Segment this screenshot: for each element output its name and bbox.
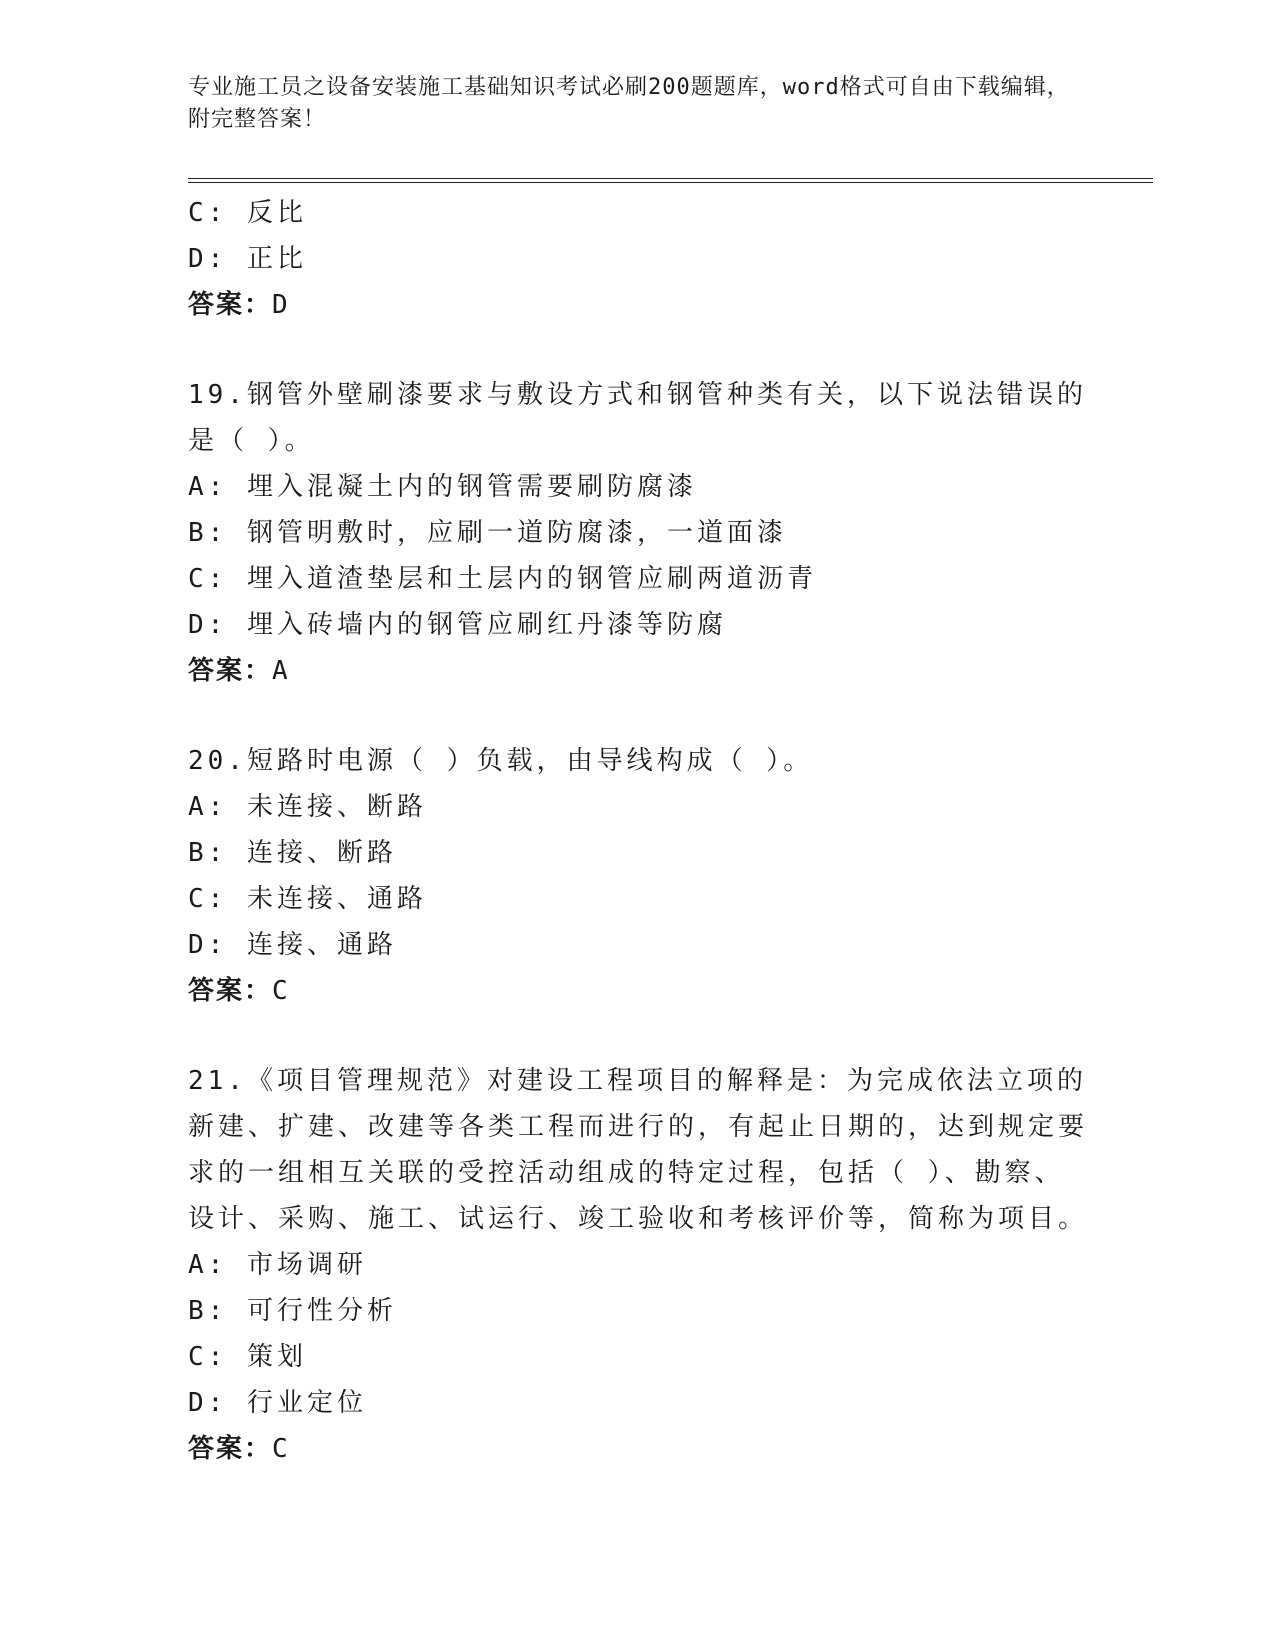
answer-line — [188, 648, 1088, 694]
question-text: 21.《项目管理规范》对建设工程项目的解释是：为完成依法立项的新建、扩建、改建等各类工程而进行的，有起止日期的，达到规定要求的一组相互关联的受控活动组成的特定过程，包括（ ）、勘察、设计、采购、施工、试运行、竣工验收和考核评价等，简称为项目。 — [188, 1066, 1089, 1234]
option-a — [188, 1242, 1088, 1288]
option-label: D: — [188, 244, 228, 274]
option-d — [188, 922, 1088, 968]
question-21 — [188, 1058, 1088, 1472]
option-text: 连接、断路 — [246, 838, 397, 868]
option-text: 策划 — [246, 1342, 307, 1372]
option-label: A: — [188, 472, 228, 502]
answer-line — [188, 282, 1088, 328]
option-text: 埋入砖墙内的钢管应刷红丹漆等防腐 — [246, 610, 727, 640]
option-label: D: — [188, 1388, 228, 1418]
option-text: 行业定位 — [246, 1388, 367, 1418]
option-text: 埋入道渣垫层和土层内的钢管应刷两道沥青 — [246, 564, 817, 594]
option-c — [188, 1334, 1088, 1380]
option-a — [188, 784, 1088, 830]
answer-label: 答案： — [188, 290, 273, 320]
answer-value: D — [272, 290, 290, 320]
option-label: A: — [188, 1250, 228, 1280]
question-text: 19.钢管外壁刷漆要求与敷设方式和钢管种类有关，以下说法错误的是（ ）。 — [188, 380, 1087, 456]
document-header — [188, 72, 1088, 136]
option-c — [188, 556, 1088, 602]
option-d — [188, 602, 1088, 648]
previous-question-tail — [188, 190, 1088, 328]
spacer — [188, 694, 1088, 738]
answer-value: A — [272, 656, 290, 686]
question-20 — [188, 738, 1088, 1014]
option-text: 未连接、断路 — [246, 792, 427, 822]
option-label: C: — [188, 884, 228, 914]
option-d — [188, 1380, 1088, 1426]
answer-label: 答案： — [188, 656, 273, 686]
question-text: 20.短路时电源（ ）负载，由导线构成（ ）。 — [188, 746, 814, 776]
option-label: C: — [188, 564, 228, 594]
answer-value: C — [272, 976, 290, 1006]
option-b — [188, 510, 1088, 556]
answer-value: C — [272, 1434, 290, 1464]
option-b — [188, 1288, 1088, 1334]
answer-line — [188, 1426, 1088, 1472]
option-label: C: — [188, 198, 228, 228]
question-content — [188, 190, 1088, 1472]
answer-line — [188, 968, 1088, 1014]
option-text: 钢管明敷时，应刷一道防腐漆，一道面漆 — [246, 518, 787, 548]
option-label: C: — [188, 1342, 228, 1372]
option-text: 反比 — [246, 198, 307, 228]
option-label: D: — [188, 930, 228, 960]
option-b — [188, 830, 1088, 876]
option-text: 正比 — [246, 244, 307, 274]
option-text: 市场调研 — [246, 1250, 367, 1280]
option-d — [188, 236, 1088, 282]
option-label: B: — [188, 1296, 228, 1326]
option-label: B: — [188, 518, 228, 548]
option-c — [188, 190, 1088, 236]
option-text: 连接、通路 — [246, 930, 397, 960]
spacer — [188, 328, 1088, 372]
header-rule-top — [188, 178, 1153, 179]
option-text: 未连接、通路 — [246, 884, 427, 914]
option-label: A: — [188, 792, 228, 822]
spacer — [188, 1014, 1088, 1058]
option-text: 埋入混凝土内的钢管需要刷防腐漆 — [246, 472, 697, 502]
question-19 — [188, 372, 1088, 694]
answer-label: 答案： — [188, 976, 273, 1006]
option-label: D: — [188, 610, 228, 640]
option-c — [188, 876, 1088, 922]
answer-label: 答案： — [188, 1434, 273, 1464]
header-title: 专业施工员之设备安装施工基础知识考试必刷200题题库，word格式可自由下载编辑，附完整答案！ — [188, 75, 1070, 132]
header-rule-bottom — [188, 182, 1153, 183]
option-a — [188, 464, 1088, 510]
option-text: 可行性分析 — [246, 1296, 397, 1326]
option-label: B: — [188, 838, 228, 868]
